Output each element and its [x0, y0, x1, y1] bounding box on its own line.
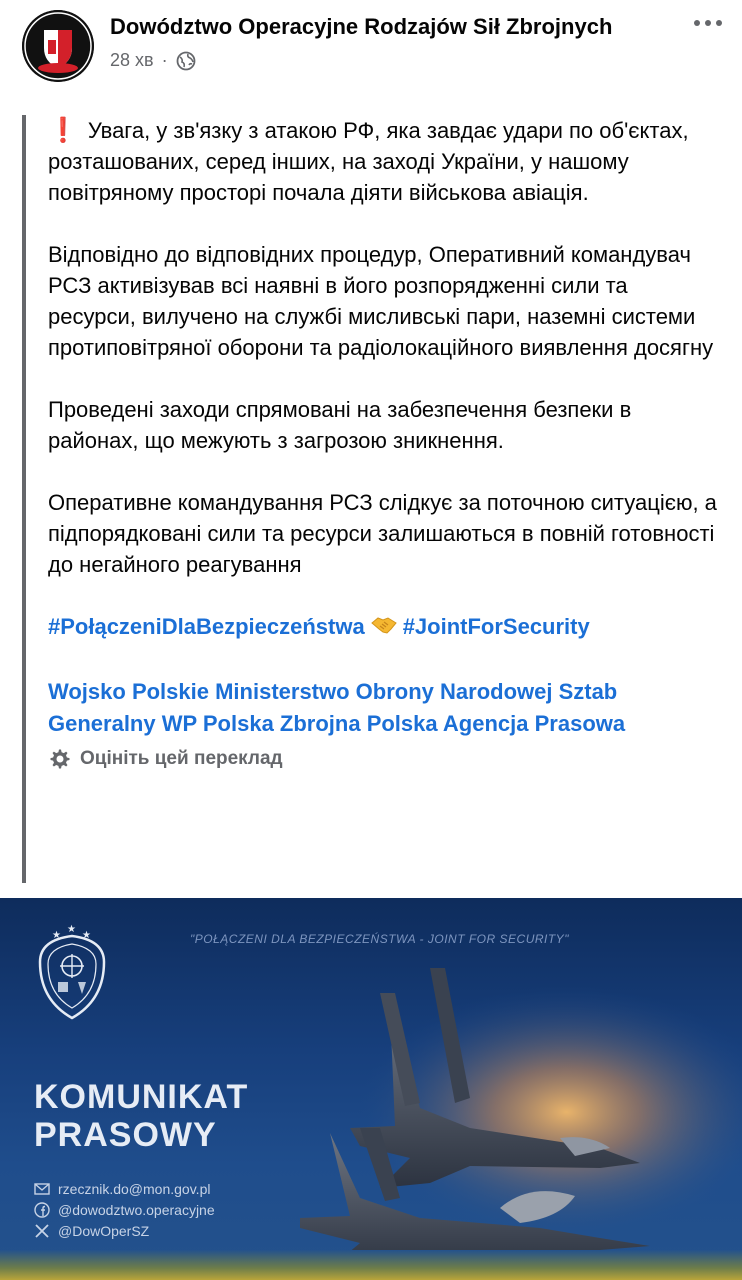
press-release-image[interactable] — [0, 898, 742, 1280]
rate-translation-button[interactable] — [48, 744, 722, 774]
contact-email: rzecznik.do@mon.gov.pl — [34, 1178, 215, 1199]
banner-title: KOMUNIKAT PRASOWY — [34, 1078, 249, 1154]
banner-contacts — [34, 1178, 215, 1241]
tag-links-line-1[interactable]: Wojsko Polskie Ministerstwo Obrony Narodowej Sztab — [48, 678, 618, 704]
page-name[interactable]: Dowództwo Operacyjne Rodzajów Sił Zbrojnych — [110, 14, 613, 39]
facebook-icon — [34, 1202, 50, 1218]
rate-translation-label: Оцініть цей переклад — [80, 747, 283, 769]
banner-slogan: "POŁĄCZENI DLA BEZPIECZEŃSTWA - JOINT FOR SECURITY" — [190, 932, 569, 946]
alert-icon: ❗ — [48, 117, 78, 144]
post-paragraph-2: Відповідно до відповідних процедур, Оперативний командувач РСЗ активізував всі наявні в його розпорядженні сили та ресурси, вилучено на службі мисливські пари, наземні системи протиповітряної оборони та радіолокаційного виявлення досягну — [48, 242, 714, 360]
svg-text:★: ★ — [52, 930, 61, 941]
contact-x: @DowOperSZ — [34, 1220, 215, 1241]
hashtag-link-2[interactable]: #JointForSecurity — [402, 614, 590, 639]
tag-links-line-2[interactable]: Generalny WP Polska Zbrojna Polska Agencja Prasowa — [48, 710, 626, 736]
page-tags — [48, 676, 722, 740]
dorsz-emblem-icon — [22, 10, 94, 82]
globe-icon[interactable] — [176, 51, 196, 71]
contact-facebook: @dowodztwo.operacyjne — [34, 1199, 215, 1220]
post-meta — [110, 50, 196, 71]
post-paragraph-4: Оперативне командування РСЗ слідкує за поточною ситуацією, а підпорядковані сили та ресурси залишаються в повній готовності до негайного реагування — [48, 490, 717, 577]
post-paragraph-3: Проведені заходи спрямовані на забезпечення безпеки в районах, що межують з загрозою зникнення. — [48, 397, 632, 453]
x-icon — [34, 1223, 50, 1239]
hashtags — [48, 611, 722, 644]
svg-text:★: ★ — [67, 924, 76, 935]
handshake-icon — [371, 613, 397, 644]
gear-icon — [48, 748, 70, 770]
more-options-button[interactable] — [694, 14, 722, 32]
post-time[interactable]: 28 хв — [110, 50, 154, 70]
flag-strip — [0, 1250, 742, 1280]
page-avatar[interactable] — [22, 10, 94, 82]
email-icon — [34, 1181, 50, 1197]
meta-separator: · — [161, 50, 168, 70]
svg-text:★: ★ — [82, 930, 91, 941]
hashtag-link-1[interactable]: #PołączeniDlaBezpieczeństwa — [48, 614, 365, 639]
post-body — [22, 115, 722, 883]
more-dots-icon — [694, 20, 700, 26]
post-header — [0, 0, 742, 100]
post-paragraph-1: ❗ Увага, у зв'язку з атакою РФ, яка завдає удари по об'єктах, розташованих, серед інших, на заході України, у нашому повітряному просторі почала діяти військова авіація. — [48, 117, 689, 205]
